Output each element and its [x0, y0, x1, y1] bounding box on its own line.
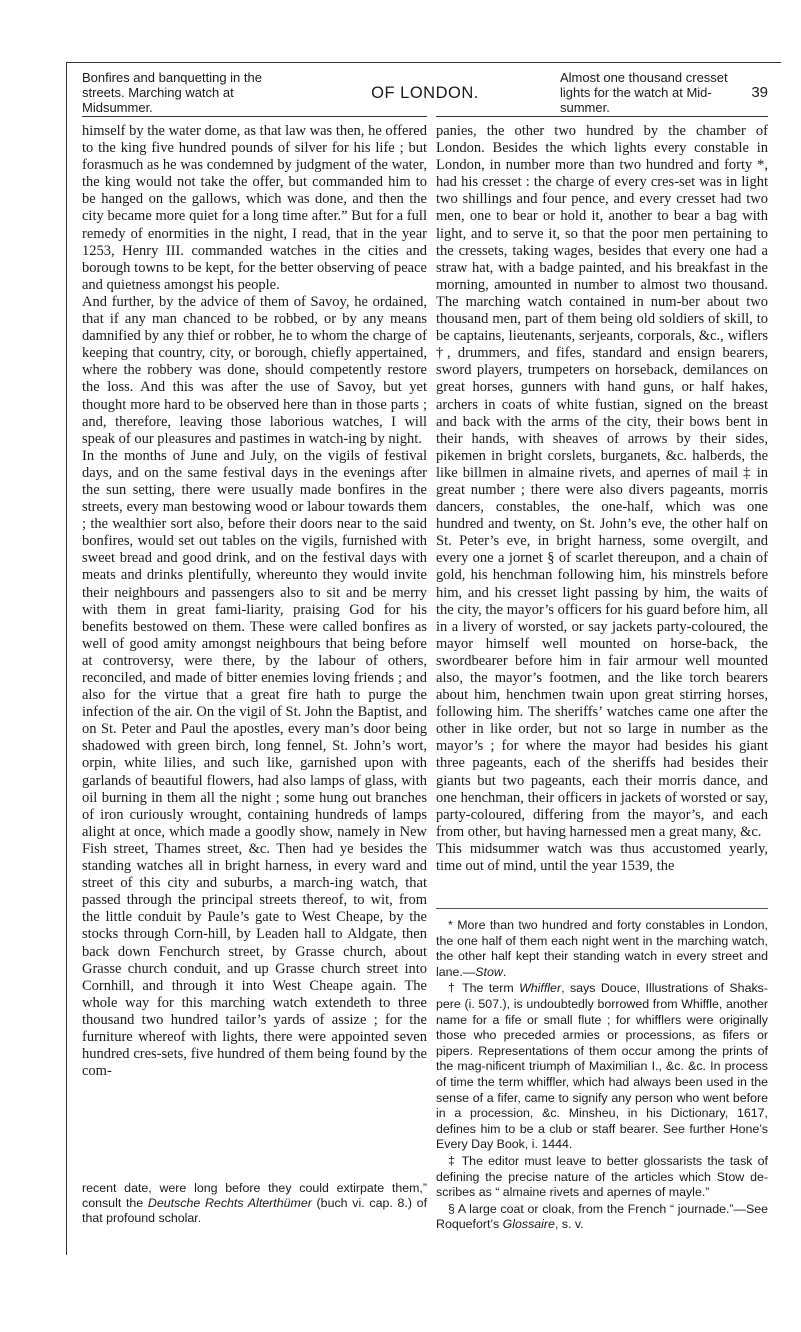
footnote-separator	[436, 908, 768, 909]
header-right-sidenote: Almost one thousand cresset lights for the watch at Mid-summer.	[560, 70, 728, 115]
footnote-text: recent date, were long before they could extirpate them,” consult the	[82, 1181, 427, 1210]
page-number: 39	[751, 84, 768, 101]
header-rule-right	[436, 116, 768, 117]
header-rule-left	[82, 116, 427, 117]
paragraph: In the months of June and July, on the vigils of festival days, and on the same festival days in the evenings after the sun setting, there were usually made bonfires in the streets, every man bestowing wood or labour towards them ; the wealthier sort also, before their doors near to the said bonfires, would set out tables on the vigils, furnished with sweet bread and good drink, and on the festival days with meats and drinks plentifully, whereunto they would invite their neighbours and passengers also to sit and be merry with them in great fami-liarity, praising God for his benefits bestowed on them. These were called bonfires as well of good amity amongst neighbours that being before at controversy, were there, by the labour of others, reconciled, and made of bitter enemies loving friends ; and also for the virtue that a great fire hath to purge the infection of the air. On the vigil of St. John the Baptist, and on St. Peter and Paul the apostles, every man’s door being shadowed with green birch, long fennel, St. John’s wort, orpin, white lilies, and such like, garnished upon with garlands of beautiful flowers, had also lamps of glass, with oil burning in them all the night ; some hung out branches of iron curiously wrought, containing hundreds of lamps alight at once, which made a goodly show, namely in New Fish street, Thames street, &c. Then had ye besides the standing watches all in bright harness, in every ward and street of this city and suburbs, a march-ing watch, that passed through the principal streets thereof, to wit, from the little conduit by Paule’s gate to West Cheape, by the stocks through Corn-hill, by Leaden hall to Aldgate, then back down Fenchurch street, by Grasse church, about Grasse church conduit, and up Grasse church street into Cornhill, and through it into West Cheape again. The whole way for this marching watch extendeth to three thousand two hundred tailor’s yards of assize ; for the furniture whereof with lights, there were appointed seven hundred cres-sets, five hundred of them being found by the com-	[82, 447, 427, 1080]
header-title: OF LONDON.	[371, 84, 479, 102]
footnote-title: Deutsche Rechts Alterthümer	[147, 1196, 312, 1210]
paragraph: This midsummer watch was thus accustomed yearly, time out of mind, until the year 1539, the	[436, 840, 768, 875]
left-footnote-continuation	[82, 1181, 427, 1226]
paragraph: himself by the water dome, as that law was then, he offered to the king five hundred pounds of silver for his life ; but forasmuch as he was condemned by judgment of the water, the king would not take the offer, but commanded him to be hanged on the gallows, which was done, and then the city became more quiet for a long time after.” But for a full remedy of enormities in the night, I read, that in the year 1253, Henry III. commanded watches in the cities and borough towns to be kept, for the better observing of peace and quietness amongst his people.	[82, 123, 427, 293]
right-column	[436, 123, 768, 875]
left-column	[82, 123, 427, 1080]
footnote: § A large coat or cloak, from the French “ journade.”—See Roquefort’s Glossaire, s. v.	[436, 1201, 768, 1232]
footnotes	[436, 918, 768, 1234]
paragraph: panies, the other two hundred by the chamber of London. Besides the which lights every constable in London, in number more than two hundred and forty *, had his cresset : the charge of every cres-set was in light two shillings and four pence, and every cresset had two men, one to bear or hold it, another to bear a bag with light, and to serve it, so that the poor men pertaining to the cressets, taking wages, besides that every one had a straw hat, with a badge painted, and his breakfast in the morning, amounted in number to almost two thousand. The marching watch contained in num-ber about two thousand men, part of them being old soldiers of skill, to be captains, lieutenants, serjeants, corporals, &c., wiflers †, drummers, and fifes, standard and ensign bearers, sword players, trumpeters on horseback, demilances on great horses, gunners with hand guns, or half hakes, archers in coats of white fustian, signed on the breast and back with the arms of the city, their bows bent in their hands, with sheaves of arrows by their sides, pikemen in bright corslets, burganets, &c. halberds, the like billmen in almaine rivets, and apernes of mail ‡ in great number ; there were also divers pageants, morris dancers, constables, the one-half, which was one hundred and twenty, on St. John’s eve, the other half on St. Peter’s eve, in bright harness, some overgilt, and every one a jornet § of scarlet thereupon, and a chain of gold, his henchman following him, his minstrels before him, and his cresset light passing by him, the waits of the city, the mayor’s officers for his guard before him, all in a livery of worsted, or say jackets party-coloured, the mayor himself well mounted on horse-back, the swordbearer before him in fair armour well mounted also, the mayor’s footmen, and the like torch bearers about him, henchmen twain upon great stirring horses, following him. The sheriffs’ watches came one after the other in like order, but not so large in number as the mayor’s ; for where the mayor had besides his giant three pageants, each of the sheriffs had besides their giants but two pageants, each their morris dance, and one henchman, their officers in jackets of worsted or say, party-coloured, differing from the mayor’s, and each from other, but having harnessed men a great many, &c.	[436, 123, 768, 840]
footnote: † The term Whiffler, says Douce, Illustrations of Shaks-pere (i. 507.), is undoubtedly borrowed from Whiffle, another name for a fife or small flute ; for whifflers were originally those who preceded armies or processions, as fifers or pipers. Representations of them occur among the prints of the mag-nificent triumph of Maximilian I., &c. &c. In process of time the term whiffler, which had always been used in the sense of a fifer, came to signify any person who went before in a procession, &c. Minsheu, in his Dictionary, 1617, defines him to be a club or staff bearer. See further Hone’s Every Day Book, i. 1444.	[436, 981, 768, 1152]
header-left-sidenote: Bonfires and banquetting in the streets. Marching watch at Midsummer.	[82, 70, 262, 115]
footnote: ‡ The editor must leave to better glossarists the task of defining the precise nature of the articles which Stow de-scribes as “ almaine rivets and apernes of mayle.”	[436, 1153, 768, 1200]
footnote-text: (buch vi. cap. 8.) of that profound scholar.	[82, 1196, 428, 1225]
footnote: * More than two hundred and forty constables in London, the one half of them each night went in the marching watch, the other half kept their standing watch in every street and lane.—Stow.	[436, 918, 768, 979]
running-header	[82, 70, 768, 115]
paragraph: And further, by the advice of them of Savoy, he ordained, that if any man chanced to be robbed, or by any means damnified by any thief or robber, he to whom the charge of keeping that country, city, or borough, chiefly appertained, where the robbery was done, should competently restore the loss. And this was after the use of Savoy, but yet thought more hard to be observed here than in those parts ; and, therefore, leaving those laborious watches, I will speak of our pleasures and pastimes in watch-ing by night.	[82, 293, 427, 447]
